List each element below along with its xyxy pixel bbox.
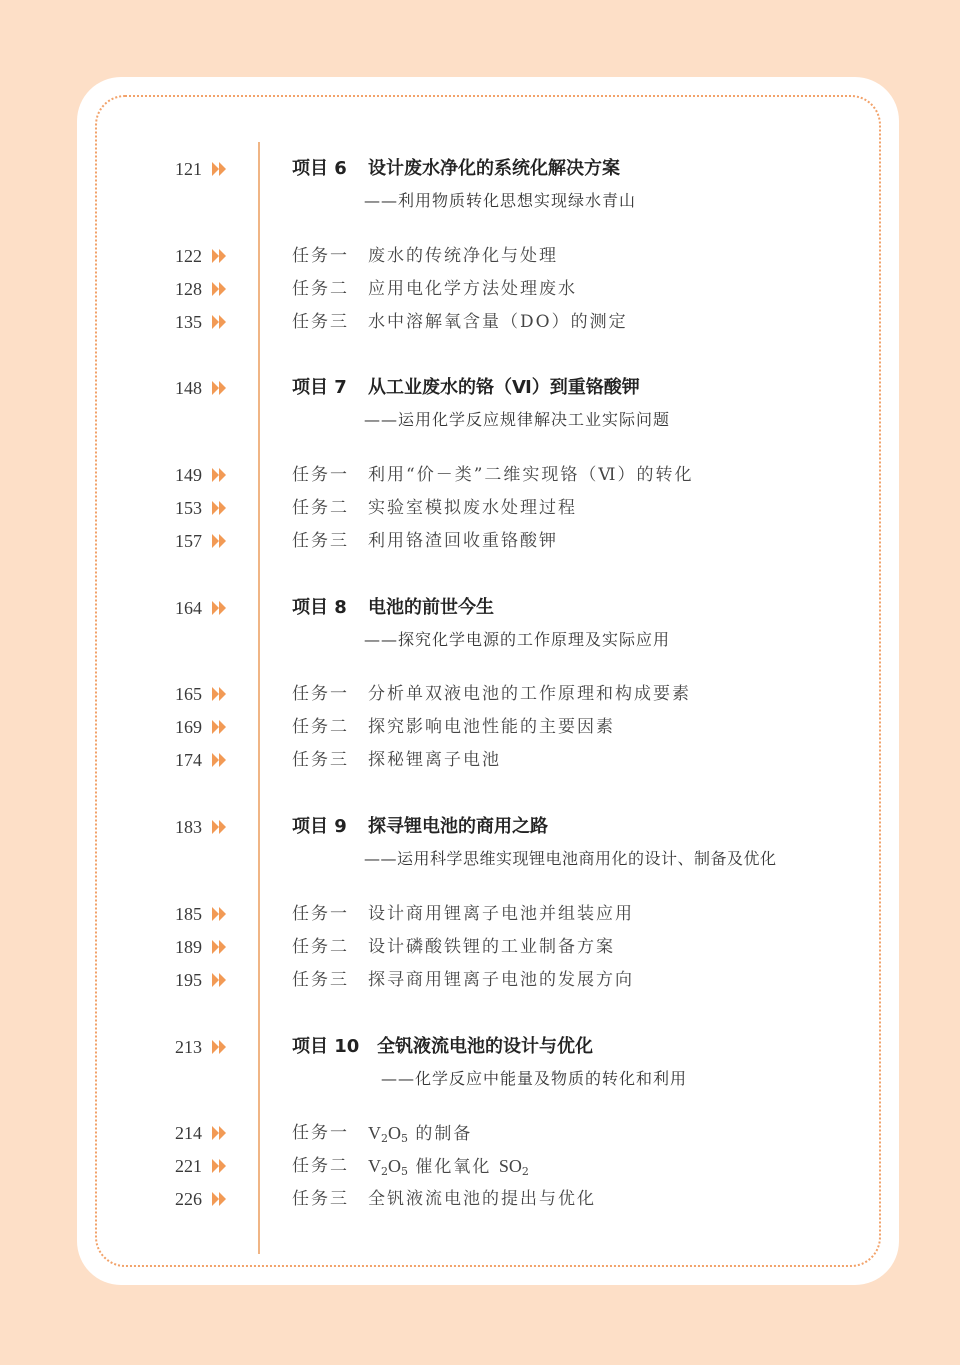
project-7-row[interactable] [0,373,960,403]
formula-so: SO [498,1156,522,1176]
task-row[interactable] [0,274,960,304]
page-number: 214 [175,1123,202,1143]
page-number: 169 [175,717,202,737]
task-row[interactable] [0,745,960,775]
double-arrow-icon [212,973,228,987]
project-title: 设计废水净化的系统化解决方案 [368,158,620,179]
double-arrow-icon [212,940,228,954]
task-label: 任务一 [292,1123,349,1143]
task-label: 任务三 [292,750,349,770]
task-row[interactable] [0,460,960,490]
double-arrow-icon [212,820,228,834]
task-title: 实验室模拟废水处理过程 [368,498,577,518]
task-title: 水中溶解氧含量（DO）的测定 [368,312,628,332]
task-title [368,1118,472,1149]
task-row[interactable] [0,932,960,962]
page-number: 221 [175,1156,202,1176]
page-number: 148 [175,378,202,398]
page-number: 185 [175,904,202,924]
page-number: 122 [175,246,202,266]
formula-subscript: 2 [521,1165,529,1178]
task-label: 任务三 [292,1189,349,1209]
project-label: 项目 6 [292,158,347,179]
formula-o: O [388,1156,401,1176]
double-arrow-icon [212,249,228,263]
project-6-row[interactable] [0,154,960,184]
task-row[interactable] [0,1118,960,1148]
task-label: 任务一 [292,465,349,485]
task-label: 任务一 [292,904,349,924]
page-number: 153 [175,498,202,518]
task-title: 设计商用锂离子电池并组装应用 [368,904,634,924]
project-8-row[interactable] [0,593,960,623]
page-number: 135 [175,312,202,332]
formula-o: O [388,1123,401,1143]
task-title: 探寻商用锂离子电池的发展方向 [368,970,634,990]
task-row[interactable] [0,679,960,709]
task-row[interactable] [0,493,960,523]
project-label: 项目 8 [292,597,347,618]
task-title: 全钒液流电池的提出与优化 [368,1189,596,1209]
page-number: 149 [175,465,202,485]
page-number: 165 [175,684,202,704]
task-label: 任务三 [292,970,349,990]
project-10-row[interactable] [0,1032,960,1062]
project-9-row[interactable] [0,812,960,842]
double-arrow-icon [212,282,228,296]
formula-subscript: 2 [381,1132,388,1145]
project-label: 项目 9 [292,816,347,837]
formula-subscript: 5 [401,1132,408,1145]
formula-subscript: 2 [381,1165,388,1178]
task-row[interactable] [0,241,960,271]
task-row[interactable] [0,307,960,337]
page-number: 195 [175,970,202,990]
task-label: 任务一 [292,684,349,704]
project-title: 电池的前世今生 [368,597,494,618]
page-number: 213 [175,1037,202,1057]
project-label: 项目 7 [292,377,347,398]
project-title: 从工业废水的铬（Ⅵ）到重铬酸钾 [368,377,640,398]
project-title: 探寻锂电池的商用之路 [368,816,548,837]
page-number: 189 [175,937,202,957]
double-arrow-icon [212,162,228,176]
double-arrow-icon [212,753,228,767]
task-row[interactable] [0,899,960,929]
formula-subscript: 5 [401,1165,408,1178]
task-label: 任务二 [292,498,349,518]
project-subtitle: ——利用物质转化思想实现绿水青山 [364,191,637,210]
task-row[interactable] [0,712,960,742]
task-title-text: 催化氧化 [408,1157,499,1177]
page-number: 164 [175,598,202,618]
task-title: 设计磷酸铁锂的工业制备方案 [368,937,615,957]
double-arrow-icon [212,501,228,515]
double-arrow-icon [212,1159,228,1173]
double-arrow-icon [212,1126,228,1140]
project-subtitle: ——化学反应中能量及物质的转化和利用 [381,1069,688,1088]
page-number: 183 [175,817,202,837]
double-arrow-icon [212,601,228,615]
task-label: 任务二 [292,937,349,957]
double-arrow-icon [212,315,228,329]
task-title: 废水的传统净化与处理 [368,246,558,266]
task-title: 应用电化学方法处理废水 [368,279,577,299]
project-subtitle: ——运用化学反应规律解决工业实际问题 [364,410,671,429]
formula-v: V [368,1123,381,1143]
project-title: 全钒液流电池的设计与优化 [377,1036,593,1057]
task-label: 任务一 [292,246,349,266]
task-label: 任务三 [292,312,349,332]
double-arrow-icon [212,720,228,734]
double-arrow-icon [212,1040,228,1054]
project-label: 项目 10 [292,1036,360,1057]
task-row[interactable] [0,965,960,995]
page-number: 174 [175,750,202,770]
task-label: 任务二 [292,717,349,737]
double-arrow-icon [212,468,228,482]
project-subtitle: ——探究化学电源的工作原理及实际应用 [364,630,671,649]
project-subtitle: ——运用科学思维实现锂电池商用化的设计、制备及优化 [364,849,777,868]
task-title: 探秘锂离子电池 [368,750,501,770]
page-number: 128 [175,279,202,299]
task-label: 任务二 [292,1156,349,1176]
task-title: 利用铬渣回收重铬酸钾 [368,531,558,551]
double-arrow-icon [212,381,228,395]
formula-v: V [368,1156,381,1176]
task-title-text: 的制备 [408,1124,473,1144]
task-row[interactable] [0,1184,960,1214]
task-title [368,1151,529,1182]
page-number: 226 [175,1189,202,1209]
task-row[interactable] [0,526,960,556]
task-label: 任务二 [292,279,349,299]
double-arrow-icon [212,534,228,548]
double-arrow-icon [212,1192,228,1206]
task-label: 任务三 [292,531,349,551]
task-title: 分析单双液电池的工作原理和构成要素 [368,684,691,704]
page-number: 157 [175,531,202,551]
page-number: 121 [175,159,202,179]
double-arrow-icon [212,687,228,701]
task-row[interactable] [0,1151,960,1181]
task-title: 利用“价－类”二维实现铬（Ⅵ）的转化 [368,465,694,485]
double-arrow-icon [212,907,228,921]
task-title: 探究影响电池性能的主要因素 [368,717,615,737]
